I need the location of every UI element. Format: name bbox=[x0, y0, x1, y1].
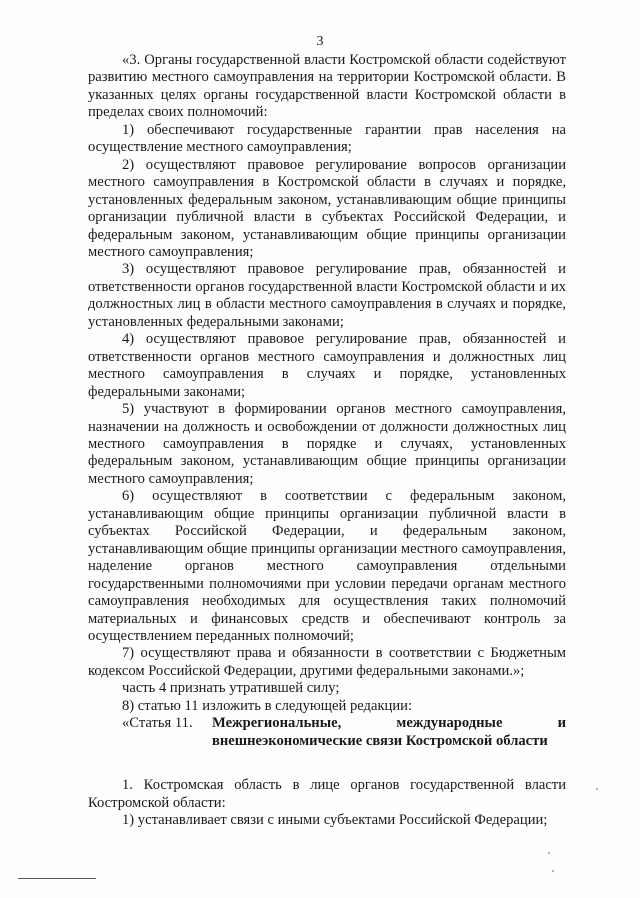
paragraph-item-7: 7) осуществляют права и обязанности в соответствии с Бюджетным кодексом Российской Федерации, другими федеральными законами.»; bbox=[88, 645, 566, 679]
paragraph-part-4: часть 4 признать утратившей силу; bbox=[122, 680, 340, 697]
paragraph-article-1-item-1: 1) устанавливает связи с иными субъектами Российской Федерации; bbox=[122, 812, 548, 829]
scan-speck bbox=[552, 870, 554, 872]
scan-speck bbox=[548, 852, 550, 854]
paragraph-item-5: 5) участвуют в формировании органов местного самоуправления, назначении на должность и освобождении от должности должностных лиц местного самоуправления в порядке и случаях, установленных федеральным законом, устанавливающим общие принципы организации местного самоуправления; bbox=[88, 401, 566, 487]
paragraph-item-6: 6) осуществляют в соответствии с федеральным законом, устанавливающим общие принципы организации публичной власти в субъектах Российской Федерации, и федеральным законом, устанавливающим общие принципы организации местного самоуправления, наделение органов местного самоуправления отдельными государственными полномочиями при условии передачи органам местного самоуправления необходимых для осуществления таких полномочий материальных и финансовых средств и обеспечивают контроль за осуществлением переданных полномочий; bbox=[88, 488, 566, 644]
paragraph-item-8: 8) статью 11 изложить в следующей редакции: bbox=[122, 697, 413, 714]
paragraph-item-2: 2) осуществляют правовое регулирование вопросов организации местного самоуправления в Костромской области в случаях и порядке, установленных федеральным законом, устанавливающим общие принципы организации публичной власти в субъектах Российской Федерации, и федеральным законом, устанавливающим общие принципы организации местного самоуправления; bbox=[88, 156, 566, 260]
paragraph-item-1: 1) обеспечивают государственные гарантии прав населения на осуществление местного самоуправления; bbox=[88, 121, 566, 156]
page-number: 3 bbox=[316, 34, 324, 49]
paragraph-article-1: 1. Костромская область в лице органов государственной власти Костромской области: bbox=[88, 777, 566, 811]
article-heading bbox=[88, 715, 566, 750]
article-title: Межрегиональные, международные и внешнеэкономические связи Костромской области bbox=[212, 715, 566, 749]
paragraph-item-3: 3) осуществляют правовое регулирование прав, обязанностей и ответственности органов государственной власти Костромской области и их должностных лиц в области местного самоуправления в случаях и порядке, установленных федеральными законами; bbox=[88, 261, 566, 330]
spacer bbox=[88, 750, 566, 777]
paragraph-intro: «3. Органы государственной власти Костромской области содействуют развитию местного самоуправления на территории Костромской области. В указанных целях органы государственной власти Костромской области в пределах своих полномочий: bbox=[88, 52, 566, 121]
document-body bbox=[88, 52, 566, 829]
footer-rule bbox=[18, 878, 96, 879]
paragraph-item-4: 4) осуществляют правовое регулирование прав, обязанностей и ответственности органов местного самоуправления и должностных лиц местного самоуправления в случаях и порядке, установленных федеральными законами; bbox=[88, 331, 566, 400]
scan-speck bbox=[596, 788, 598, 790]
article-label: «Статья 11. bbox=[122, 715, 193, 732]
